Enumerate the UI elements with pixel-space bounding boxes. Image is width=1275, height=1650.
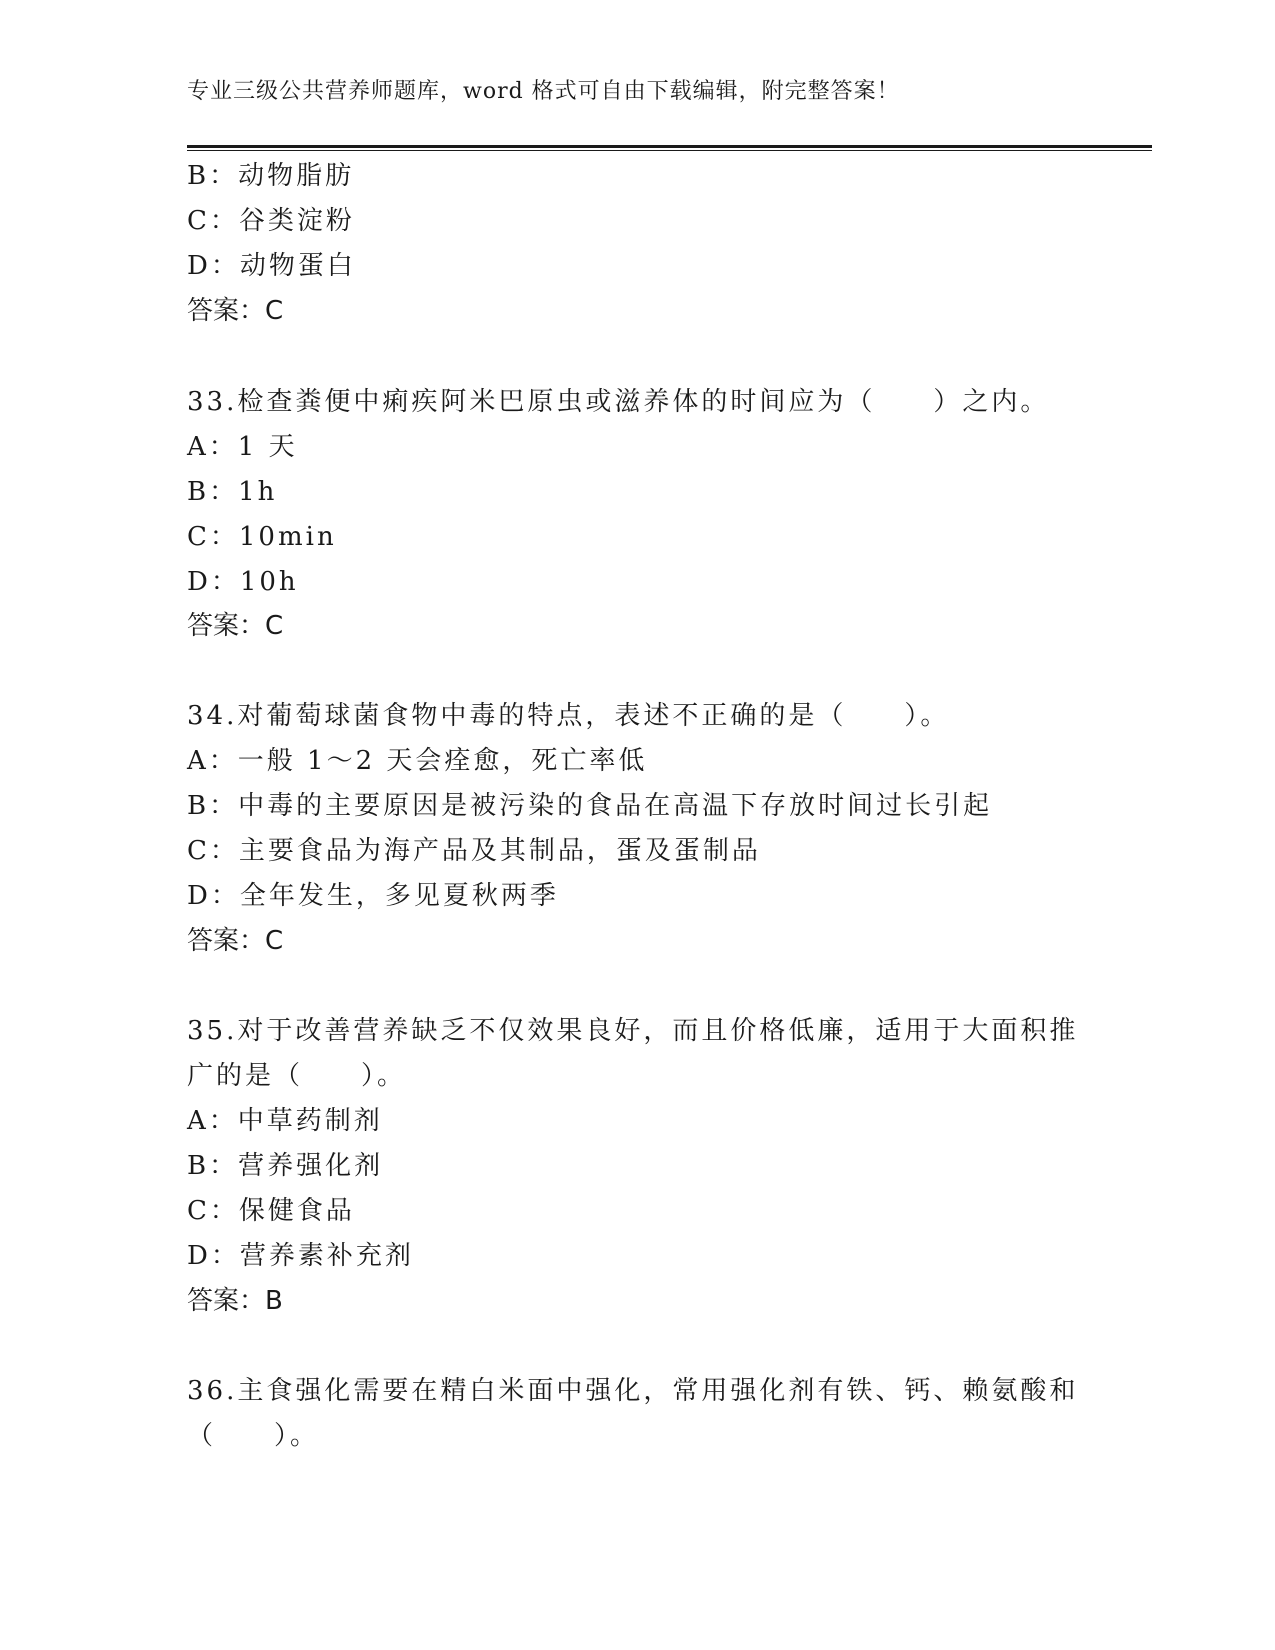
q32-option-c: C：谷类淀粉 [187,206,355,236]
q36-stem-line1: 36.主食强化需要在精白米面中强化，常用强化剂有铁、钙、赖氨酸和 [187,1376,1079,1406]
q35-option-a: A：中草药制剂 [187,1106,383,1136]
q35-option-d: D：营养素补充剂 [187,1241,414,1271]
header-rule-thick [187,145,1152,148]
q35-answer: 答案：B [187,1286,283,1316]
q33-option-c: C：10min [187,522,337,552]
q35-option-c: C：保健食品 [187,1196,355,1226]
q33-answer: 答案：C [187,611,284,641]
q36-stem-line2: （ ）。 [187,1421,320,1451]
q33-option-a: A：1 天 [187,432,298,462]
q32-answer: 答案：C [187,296,284,326]
q33-option-d: D：10h [187,567,299,597]
q35-stem-line2: 广的是（ ）。 [187,1061,407,1091]
q34-option-b: B：中毒的主要原因是被污染的食品在高温下存放时间过长引起 [187,791,993,821]
q32-option-d: D：动物蛋白 [187,251,356,281]
q35-option-b: B：营养强化剂 [187,1151,384,1181]
q33-option-b: B：1h [187,477,278,507]
q33-stem: 33.检查粪便中痢疾阿米巴原虫或滋养体的时间应为（ ）之内。 [187,387,1050,417]
q34-stem: 34.对葡萄球菌食物中毒的特点，表述不正确的是（ ）。 [187,701,950,731]
header-rule-thin [187,150,1152,151]
q34-answer: 答案：C [187,926,284,956]
page-header: 专业三级公共营养师题库，word 格式可自由下载编辑，附完整答案！ [187,79,900,104]
q32-option-b: B：动物脂肪 [187,161,355,191]
q34-option-a: A：一般 1～2 天会痊愈，死亡率低 [187,746,648,776]
q34-option-d: D：全年发生，多见夏秋两季 [187,881,559,911]
q35-stem-line1: 35.对于改善营养缺乏不仅效果良好，而且价格低廉，适用于大面积推 [187,1016,1079,1046]
q34-option-c: C：主要食品为海产品及其制品，蛋及蛋制品 [187,836,761,866]
